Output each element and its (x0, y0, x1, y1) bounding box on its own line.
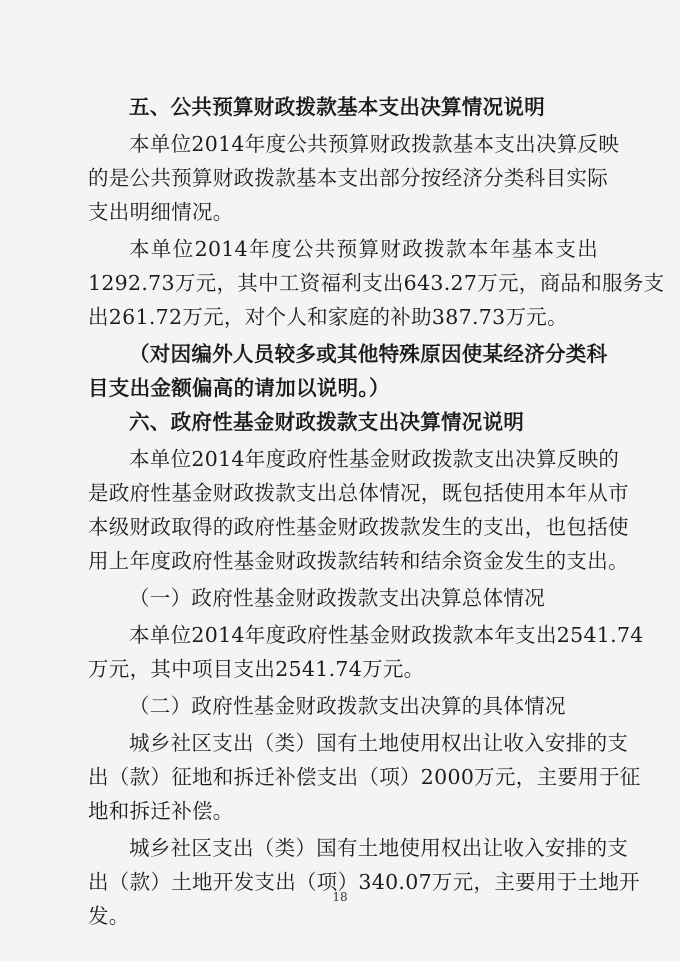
paragraph-line: 发。 (88, 904, 130, 928)
paragraph-line: 支出明细情况。 (88, 200, 234, 224)
paragraph-line: 本单位2014年度政府性基金财政拨款本年支出2541.74 (129, 623, 644, 647)
paragraph-line: 本级财政取得的政府性基金财政拨款发生的支出，也包括使 (88, 515, 629, 539)
paragraph-line: 本单位2014年度政府性基金财政拨款支出决算反映的 (129, 447, 620, 471)
paragraph-line: 城乡社区支出（类）国有土地使用权出让收入安排的支 (129, 731, 629, 755)
paragraph-line: 本单位2014年度公共预算财政拨款基本支出决算反映 (129, 132, 620, 156)
paragraph-line: 1292.73万元，其中工资福利支出643.27万元，商品和服务支 (88, 271, 665, 295)
paragraph-line: 是政府性基金财政拨款支出总体情况，既包括使用本年从市 (88, 481, 629, 505)
note-paragraph (88, 337, 608, 405)
paragraph-line: 本单位2014年度公共预算财政拨款本年基本支出 (129, 237, 598, 261)
paragraph-line: 出（款）土地开发支出（项）340.07万元，主要用于土地开 (88, 870, 640, 894)
document-body (88, 90, 665, 933)
paragraph (88, 618, 644, 686)
subsection-heading-2: （二）政府性基金财政拨款支出决算的具体情况 (129, 694, 566, 718)
note-line: （对因编外人员较多或其他特殊原因使某经济分类科 (129, 342, 608, 366)
paragraph-line: 用上年度政府性基金财政拨款结转和结余资金发生的支出。 (88, 549, 629, 573)
section-heading-6: 六、政府性基金财政拨款支出决算情况说明 (129, 410, 525, 434)
note-line: 目支出金额偏高的请加以说明。） (88, 376, 390, 400)
paragraph-line: 地和拆迁补偿。 (88, 799, 234, 823)
paragraph (88, 442, 629, 578)
section-heading-5: 五、公共预算财政拨款基本支出决算情况说明 (129, 95, 545, 119)
paragraph-line: 的是公共预算财政拨款基本支出部分按经济分类科目实际 (88, 166, 608, 190)
paragraph (88, 232, 665, 334)
subsection-heading-1: （一）政府性基金财政拨款支出决算总体情况 (129, 586, 545, 610)
page-number: 18 (332, 890, 348, 904)
paragraph (88, 127, 620, 229)
paragraph-line: 万元，其中项目支出2541.74万元。 (88, 657, 425, 681)
paragraph-line: 城乡社区支出（类）国有土地使用权出让收入安排的支 (129, 836, 629, 860)
paragraph (88, 831, 640, 933)
paragraph-line: 出（款）征地和拆迁补偿支出（项）2000万元，主要用于征 (88, 765, 641, 789)
paragraph (88, 726, 641, 828)
paragraph-line: 出261.72万元，对个人和家庭的补助387.73万元。 (88, 305, 568, 329)
